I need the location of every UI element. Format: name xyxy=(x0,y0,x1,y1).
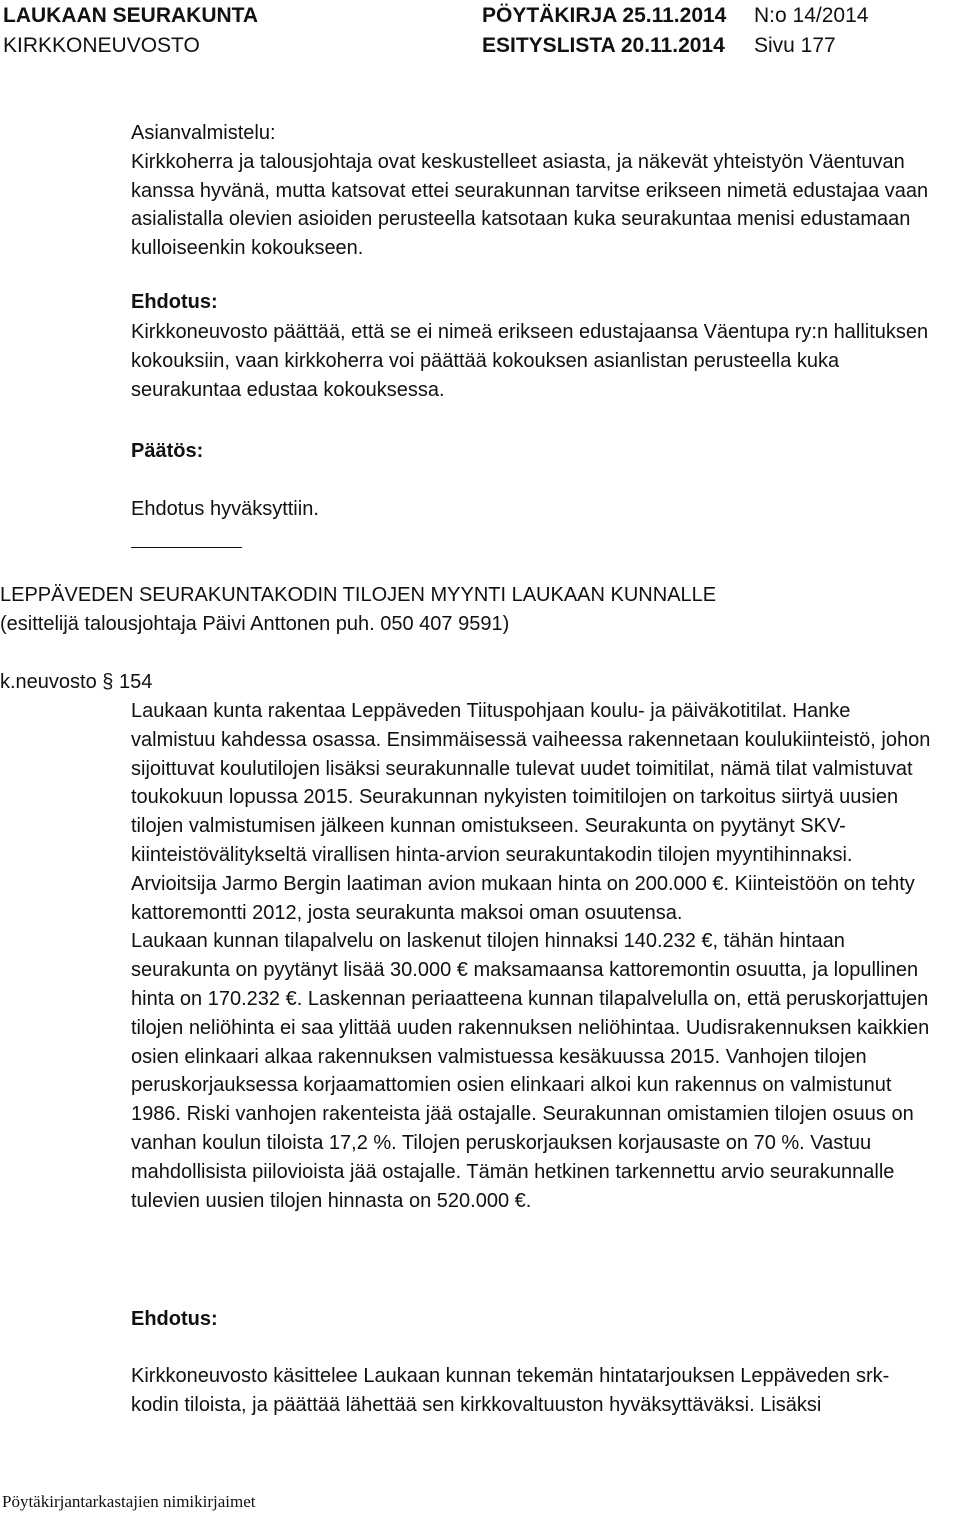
section-number: k.neuvosto § 154 xyxy=(0,671,153,693)
presenter-line: (esittelijä talousjohtaja Päivi Anttonen puh. 050 407 9591) xyxy=(0,613,510,635)
section-title: LEPPÄVEDEN SEURAKUNTAKODIN TILOJEN MYYNTI LAUKAAN KUNNALLE xyxy=(0,584,717,606)
preparation-block xyxy=(131,119,931,263)
page-number: Sivu 177 xyxy=(754,34,836,57)
proposal-text: Kirkkoneuvosto päättää, että se ei nimeä erikseen edustajaansa Väentupa ry:n hallituksen kokouksiin, vaan kirkkoherra voi päättää kokouksen asianlistan perusteella kuka seurakuntaa edustaa kokouksessa. xyxy=(131,321,929,401)
preparation-text: Kirkkoherra ja talousjohtaja ovat keskustelleet asiasta, ja näkevät yhteistyön Väentuvan kanssa hyvänä, mutta katsovat ettei seurakunnan tarvitse erikseen nimetä edustajaa vaan asialistalla olevien asioiden perusteella katsotaan kuka seurakuntaa menisi edustamaan kulloiseenkin kokoukseen. xyxy=(131,150,929,260)
section-divider xyxy=(131,547,242,548)
agenda-date: ESITYSLISTA 20.11.2014 xyxy=(482,34,725,57)
paragraph-2: Laukaan kunnan tilapalvelu on laskenut tilojen hinnaksi 140.232 €, tähän hintaan seurakunta on pyytänyt lisää 30.000 € maksamaansa kattoremontin osuutta, ja lopullinen hinta on 170.232 €. Laskennan periaatteena kunnan tilapalvelulla on, että peruskorjattujen tilojen neliöhinta ei saa ylittää uuden rakennuksen neliöhintaa. Uudisrakennuksen kaikkien osien elinkaari alkaa rakennuksen valmistuessa kesäkuussa 2015. Vanhojen tilojen peruskorjauksessa korjaamattomien osien elinkaari alkoi kun rakennus on valmistunut 1986. Riski vanhojen rakenteista jää ostajalle. Seurakunnan omistamien tilojen osuus on vanhan koulun tiloista 17,2 %. Tilojen peruskorjauksen korjausaste on 70 %. Vastuu mahdollisista piilovioista jää ostajalle. Tämän hetkinen tarkennettu arvio seurakunnalle tulevien uusien tilojen hinnasta on 520.000 €. xyxy=(131,930,930,1212)
proposal-text-2: Kirkkoneuvosto käsittelee Laukaan kunnan tekemän hintatarjouksen Leppäveden srk-kodin tiloista, ja päättää lähettää sen kirkkovaltuuston hyväksyttäväksi. Lisäksi xyxy=(131,1365,890,1416)
minutes-date: PÖYTÄKIRJA 25.11.2014 xyxy=(482,4,727,27)
proposal-label-2: Ehdotus: xyxy=(131,1308,218,1330)
footer-initials: Pöytäkirjantarkastajien nimikirjaimet xyxy=(2,1492,256,1511)
organization-name: LAUKAAN SEURAKUNTA xyxy=(3,4,259,27)
governing-body: KIRKKONEUVOSTO xyxy=(3,34,200,57)
proposal-label: Ehdotus: xyxy=(131,291,218,313)
decision-text: Ehdotus hyväksyttiin. xyxy=(131,498,319,520)
preparation-label: Asianvalmistelu: xyxy=(131,122,276,144)
paragraph-1: Laukaan kunta rakentaa Leppäveden Tiituspohjaan koulu- ja päiväkotitilat. Hanke valmistuu kahdessa osassa. Ensimmäisessä vaiheessa rakennetaan koulukiinteistö, johon sijoittuvat koulutilojen lisäksi seurakunnalle tulevat uudet toimitilat, nämä tilat valmistuvat toukokuun lopussa 2015. Seurakunnan nykyisten toimitilojen on tarkoitus siirtyä uusien tilojen valmistumisen jälkeen kunnan omistukseen. Seurakunta on pyytänyt SKV-kiinteistövälitykseltä virallisen hinta-arvion seurakuntakodin tilojen myyntihinnaksi. Arvioitsija Jarmo Bergin laatiman avion mukaan hinta on 200.000 €. Kiinteistöön on tehty kattoremontti 2012, josta seurakunta maksoi oman osuutensa. xyxy=(131,700,931,924)
document-number: N:o 14/2014 xyxy=(754,4,869,27)
main-body xyxy=(131,697,931,1215)
decision-label: Päätös: xyxy=(131,440,204,462)
